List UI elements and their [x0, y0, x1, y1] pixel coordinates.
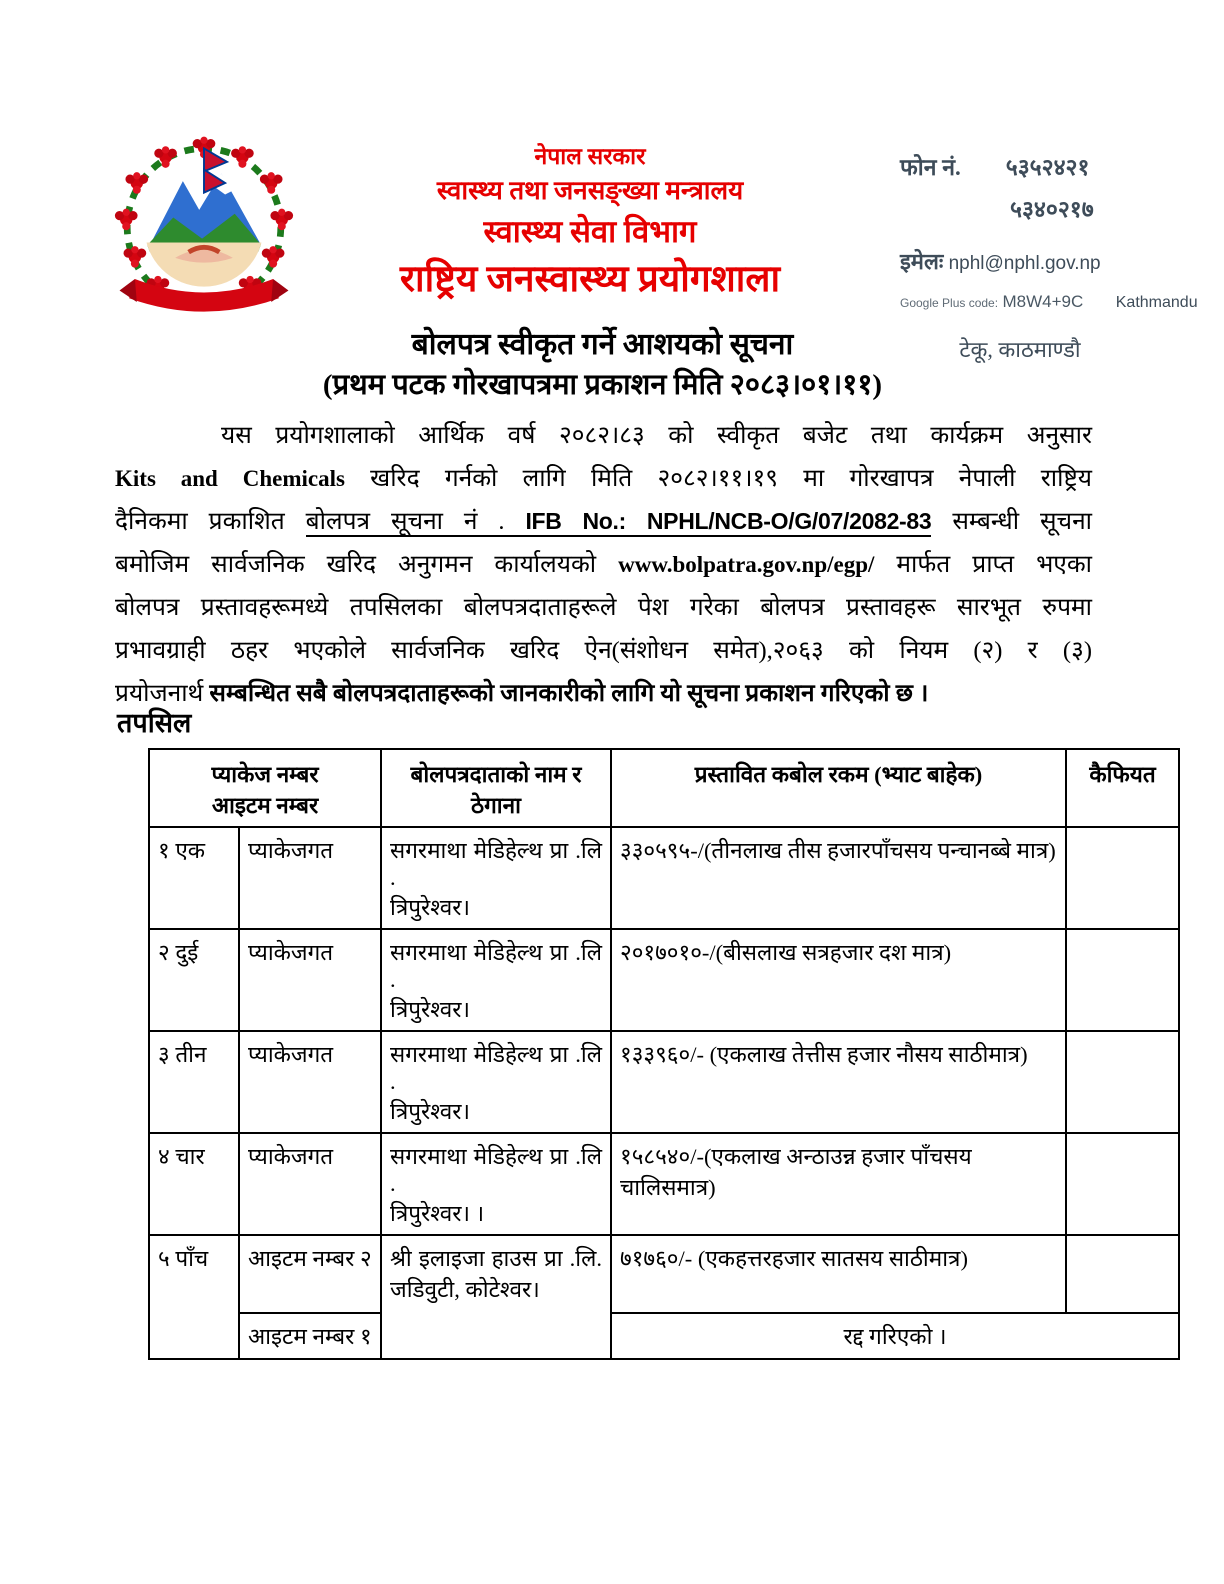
row2-bidder-address: त्रिपुरेश्वर।	[390, 997, 471, 1022]
phone-label: फोन नं.	[900, 155, 961, 180]
row1-sn: १ एक	[149, 827, 239, 929]
body-line-7	[115, 672, 1092, 715]
phone-number-1: ५३५२४२१	[1005, 155, 1090, 180]
body-line-2-text: खरिद गर्नको लागि मिति २०८२।११।१९ मा गोरखापत्र नेपाली राष्ट्रिय	[370, 465, 1093, 492]
phone-number-2: ५३४०२१७	[1010, 197, 1094, 222]
tender-notice-no-label: बोलपत्र सूचना नं .	[305, 508, 526, 535]
header-amount: प्रस्तावित कबोल रकम (भ्याट बाहेक)	[611, 749, 1066, 827]
row4-bidder	[381, 1133, 611, 1235]
row5-bidder-name: श्री इलाइजा हाउस प्रा .लि.	[390, 1246, 602, 1271]
row3-bidder	[381, 1031, 611, 1133]
gov-line-laboratory: राष्ट्रिय जनस्वास्थ्य प्रयोगशाला	[399, 259, 781, 300]
row5-bidder	[381, 1235, 611, 1359]
table-row	[149, 827, 1179, 929]
row1-remark	[1066, 827, 1179, 929]
table-row	[149, 1031, 1179, 1133]
header-bidder-line1: बोलपत्रदाताको नाम र	[410, 762, 582, 787]
email-address: nphl@nphl.gov.np	[948, 253, 1101, 274]
row3-remark	[1066, 1031, 1179, 1133]
table-header-row	[149, 749, 1179, 827]
row2-bidder-name: सगरमाथा मेडिहेल्थ प्रा .लि .	[390, 940, 602, 992]
header-package-line1: प्याकेज नम्बर	[211, 762, 319, 787]
gov-line-nepal-sarkar: नेपाल सरकार	[534, 144, 646, 169]
phone-row	[900, 150, 1210, 182]
table-row	[149, 929, 1179, 1031]
row1-bidder-name: सगरमाथा मेडिहेल्थ प्रा .लि .	[390, 838, 602, 890]
header-bidder	[381, 749, 611, 827]
row3-amount: १३३९६०/- (एकलाख तेत्तीस हजार नौसय साठीमात्र)	[611, 1031, 1066, 1133]
plus-code-label: Google Plus code:	[900, 296, 999, 310]
body-line-4-post: मार्फत प्राप्त भएका	[896, 551, 1092, 578]
email-label: इमेलः	[900, 249, 944, 274]
body-line-4-pre: बमोजिम सार्वजनिक खरिद अनुगमन कार्यालयको	[115, 551, 619, 578]
row5-sn: ५ पाँच	[149, 1235, 239, 1359]
row4-package: प्याकेजगत	[239, 1133, 381, 1235]
notice-body	[115, 414, 1092, 715]
plus-code-row	[900, 292, 1210, 312]
row5-bidder-address: जडिवुटी, कोटेश्वर।	[390, 1277, 540, 1302]
email-row	[900, 246, 1210, 276]
gov-line-department: स्वास्थ्य सेवा विभाग	[483, 214, 697, 249]
government-header	[290, 142, 890, 306]
bolpatra-url: www.bolpatra.gov.np/egp/	[618, 552, 875, 577]
header-remark: कैफियत	[1066, 749, 1179, 827]
row2-package: प्याकेजगत	[239, 929, 381, 1031]
body-line-2	[115, 457, 1092, 500]
body-line-5	[115, 586, 1092, 629]
plus-code-value: M8W4+9C	[1002, 292, 1084, 311]
body-line-6-text: प्रभावग्राही ठहर भएकोले सार्वजनिक खरिद ऐन(संशोधन समेत),२०६३ को नियम (२) र (३)	[115, 637, 1092, 664]
row3-sn: ३ तीन	[149, 1031, 239, 1133]
header-bidder-line2: ठेगाना	[471, 793, 521, 818]
row4-remark	[1066, 1133, 1179, 1235]
header-package-item	[149, 749, 381, 827]
body-line-1-text: यस प्रयोगशालाको आर्थिक वर्ष २०८२।८३ को स्वीकृत बजेट तथा कार्यक्रम अनुसार	[221, 422, 1092, 449]
row3-bidder-address: त्रिपुरेश्वर।	[390, 1099, 471, 1124]
row2-sn: २ दुई	[149, 929, 239, 1031]
nepal-government-emblem-icon	[108, 133, 300, 329]
body-line-4	[115, 543, 1092, 586]
kits-chemicals-text: Kits and Chemicals	[115, 466, 345, 491]
row4-bidder-name: सगरमाथा मेडिहेल्थ प्रा .लि .	[390, 1144, 602, 1196]
body-line-6	[115, 629, 1092, 672]
row4-sn: ४ चार	[149, 1133, 239, 1235]
row4-amount: १५८५४०/-(एकलाख अन्ठाउन्न हजार पाँचसय चालिसमात्र)	[611, 1133, 1066, 1235]
header-package-line2: आइटम नम्बर	[211, 793, 319, 818]
notice-title: बोलपत्र स्वीकृत गर्ने आशयको सूचना	[411, 328, 794, 361]
row2-bidder	[381, 929, 611, 1031]
row1-package: प्याकेजगत	[239, 827, 381, 929]
body-line-3-pre: दैनिकमा प्रकाशित	[115, 508, 306, 535]
table-row	[149, 1313, 1179, 1359]
row3-package: प्याकेजगत	[239, 1031, 381, 1133]
body-line-3	[115, 500, 1092, 543]
body-line-3-post: सम्बन्धी सूचना	[952, 508, 1093, 535]
notice-subtitle: (प्रथम पटक गोरखापत्रमा प्रकाशन मिति २०८३।०१।११)	[322, 369, 883, 401]
body-line-7-bold: सम्बन्धित सबै बोलपत्रदाताहरूको जानकारीको लागि यो सूचना प्रकाशन गरिएको छ ।	[209, 680, 929, 707]
row6-cancelled: रद्द गरिएको ।	[611, 1313, 1179, 1359]
body-line-5-text: बोलपत्र प्रस्तावहरूमध्ये तपसिलका बोलपत्रदाताहरूले पेश गरेका बोलपत्र प्रस्तावहरू सारभूत रुपमा	[115, 594, 1092, 621]
row3-bidder-name: सगरमाथा मेडिहेल्थ प्रा .लि .	[390, 1042, 602, 1094]
body-line-7-pre: प्रयोजनार्थ	[115, 680, 210, 707]
row5-package: आइटम नम्बर २	[239, 1235, 381, 1313]
table-row	[149, 1235, 1179, 1313]
row4-bidder-address: त्रिपुरेश्वर। ।	[390, 1201, 485, 1226]
row5-amount: ७१७६०/- (एकहत्तरहजार सातसय साठीमात्र)	[611, 1235, 1066, 1313]
row6-package: आइटम नम्बर १	[239, 1313, 381, 1359]
tender-result-table	[148, 748, 1180, 1360]
row1-amount: ३३०५९५-/(तीनलाख तीस हजारपाँचसय पन्चानब्बे मात्र)	[611, 827, 1066, 929]
row1-bidder-address: त्रिपुरेश्वर।	[390, 895, 471, 920]
row5-remark	[1066, 1235, 1179, 1313]
plus-code-city: Kathmandu	[1115, 294, 1198, 311]
table-row	[149, 1133, 1179, 1235]
ifb-number: IFB No.: NPHL/NCB-O/G/07/2082-83	[525, 508, 932, 534]
row1-bidder	[381, 827, 611, 929]
office-address: टेकू, काठमाण्डौ	[959, 337, 1081, 362]
body-line-1	[115, 414, 1092, 457]
row2-amount: २०१७०१०-/(बीसलाख सत्रहजार दश मात्र)	[611, 929, 1066, 1031]
row2-remark	[1066, 929, 1179, 1031]
gov-line-ministry: स्वास्थ्य तथा जनसङ्ख्या मन्त्रालय	[436, 176, 744, 205]
tapsil-heading: तपसिल	[117, 708, 192, 738]
ifb-underlined-segment	[306, 508, 932, 537]
